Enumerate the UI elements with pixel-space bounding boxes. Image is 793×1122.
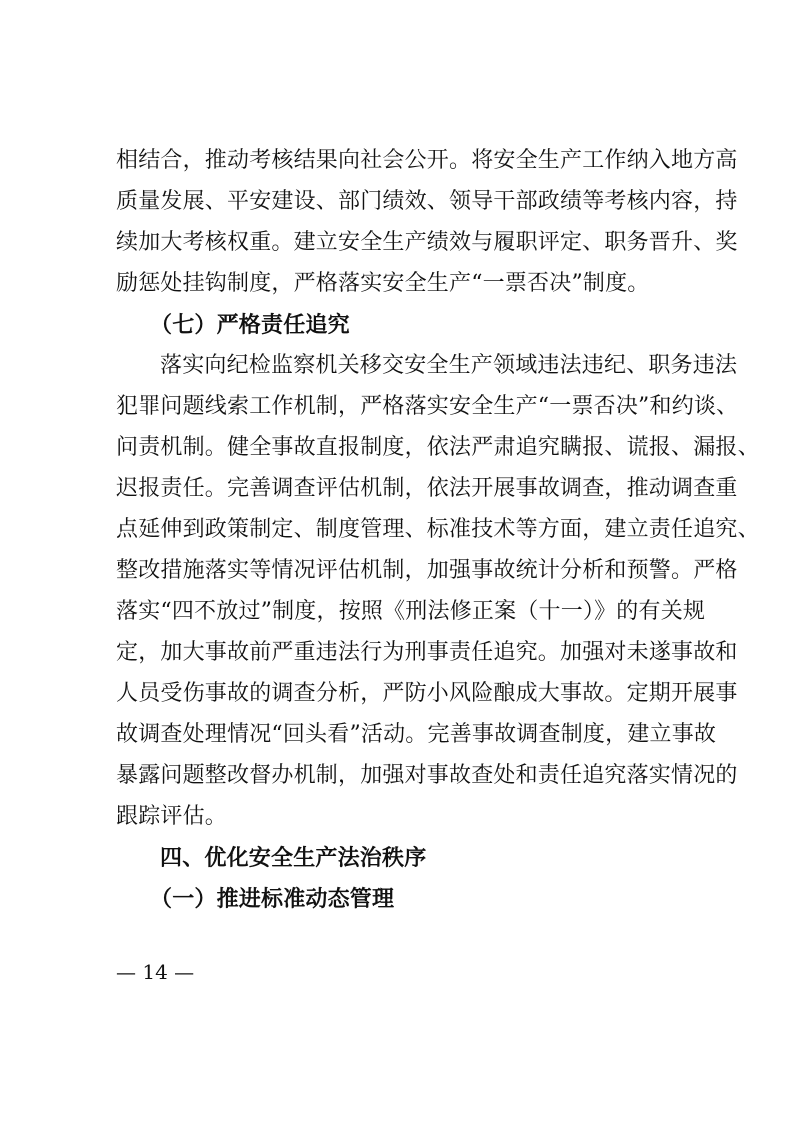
paragraph-line: 人员受伤事故的调查分析，严防小风险酿成大事故。定期开展事 (116, 681, 738, 706)
paragraph-line: 问责机制。健全事故直报制度，依法严肃追究瞒报、谎报、漏报、 (116, 435, 760, 460)
paragraph-line: 定，加大事故前严重违法行为刑事责任追究。加强对未遂事故和 (116, 640, 738, 665)
paragraph-line: 相结合，推动考核结果向社会公开。将安全生产工作纳入地方高 (116, 148, 738, 173)
paragraph-line: 整改措施落实等情况评估机制，加强事故统计分析和预警。严格 (116, 558, 738, 583)
paragraph-line: 落实“四不放过”制度，按照《刑法修正案（十一）》的有关规 (116, 599, 706, 624)
paragraph-line: 质量发展、平安建设、部门绩效、领导干部政绩等考核内容，持 (116, 189, 738, 214)
paragraph-line: 暴露问题整改督办机制，加强对事故查处和责任追究落实情况的 (116, 763, 738, 788)
paragraph-line: 励惩处挂钩制度，严格落实安全生产“一票否决”制度。 (116, 271, 650, 296)
subheading-standards-management: （一）推进标准动态管理 (150, 886, 395, 912)
paragraph-line: 故调查处理情况“回头看”活动。完善事故调查制度，建立事故 (116, 722, 717, 747)
paragraph-line: 续加大考核权重。建立安全生产绩效与履职评定、职务晋升、奖 (116, 230, 738, 255)
paragraph-line: 落实向纪检监察机关移交安全生产领域违法违纪、职务违法 (160, 353, 738, 378)
paragraph-line: 点延伸到政策制定、制度管理、标准技术等方面，建立责任追究、 (116, 517, 760, 542)
paragraph-line: 犯罪问题线索工作机制，严格落实安全生产“一票否决”和约谈、 (116, 394, 739, 419)
section-heading-rule-of-law: 四、优化安全生产法治秩序 (160, 845, 427, 871)
page-number: — 14 — (116, 960, 195, 984)
subheading-strict-accountability: （七）严格责任追究 (150, 312, 350, 338)
paragraph-line: 跟踪评估。 (116, 804, 228, 829)
paragraph-line: 迟报责任。完善调查评估机制，依法开展事故调查，推动调查重 (116, 476, 738, 501)
